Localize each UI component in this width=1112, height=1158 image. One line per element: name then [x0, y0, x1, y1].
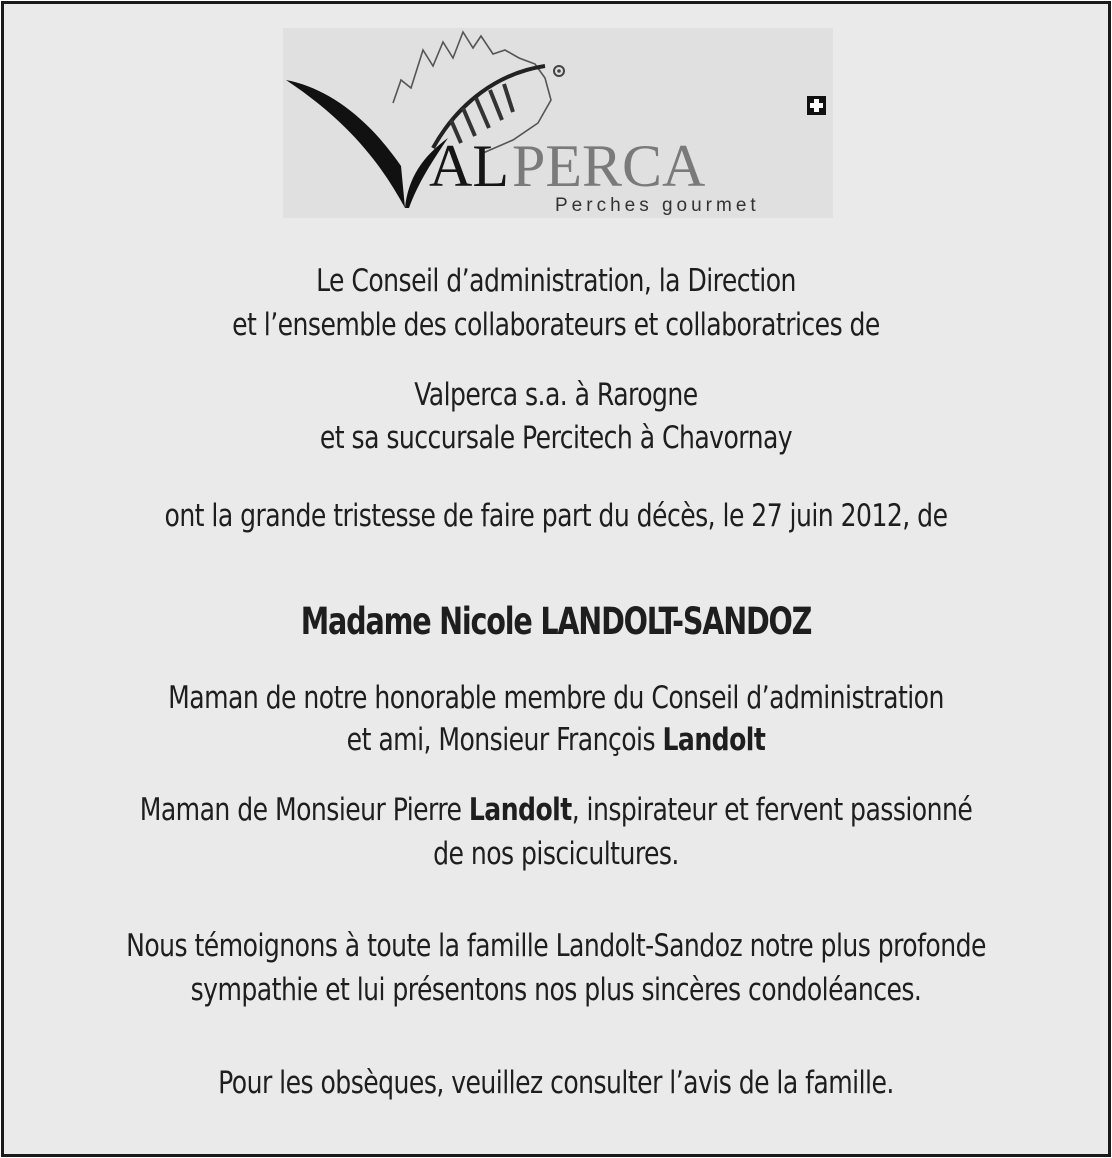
condolence-line-2: sympathie et lui présentons nos plus sincères condoléances. [190, 972, 922, 1008]
relation-1-line-1: Maman de notre honorable membre du Conseil d’administration [168, 680, 944, 716]
relation-2-line-2: de nos piscicultures. [433, 836, 679, 872]
funeral-info: Pour les obsèques, veuillez consulter l’avis de la famille. [218, 1065, 894, 1101]
intro-line-2: et l’ensemble des collaborateurs et collaboratrices de [232, 307, 880, 343]
logo-tagline: Perches gourmet [555, 195, 760, 216]
obituary-notice [1, 1, 1111, 1157]
condolence-line-1: Nous témoignons à toute la famille Landolt-Sandoz notre plus profonde [126, 928, 986, 964]
company-line-1: Valperca s.a. à Rarogne [414, 377, 698, 413]
relation-2-line-1 [59, 790, 1053, 830]
logo-wordmark-perca: PERCA [512, 133, 706, 199]
logo-wordmark-al: AL [429, 133, 509, 199]
valperca-logo [283, 28, 833, 218]
relation-2-surname: Landolt [468, 792, 572, 828]
relation-1-surname: Landolt [662, 722, 766, 758]
relation-1-line-2 [59, 720, 1053, 760]
announcement: ont la grande tristesse de faire part du décès, le 27 juin 2012, de [164, 498, 948, 534]
intro-line-1: Le Conseil d’administration, la Direction [316, 263, 796, 299]
company-line-2: et sa succursale Percitech à Chavornay [319, 420, 793, 456]
relation-1-text: et ami, Monsieur François [346, 722, 663, 758]
deceased-name: Madame Nicole LANDOLT-SANDOZ [300, 600, 812, 643]
relation-2-text-c: , inspirateur et fervent passionné [571, 792, 973, 828]
valperca-logo-graphic [283, 28, 833, 218]
v-swoosh-icon [286, 80, 405, 208]
relation-2-text-a: Maman de Monsieur Pierre [139, 792, 469, 828]
